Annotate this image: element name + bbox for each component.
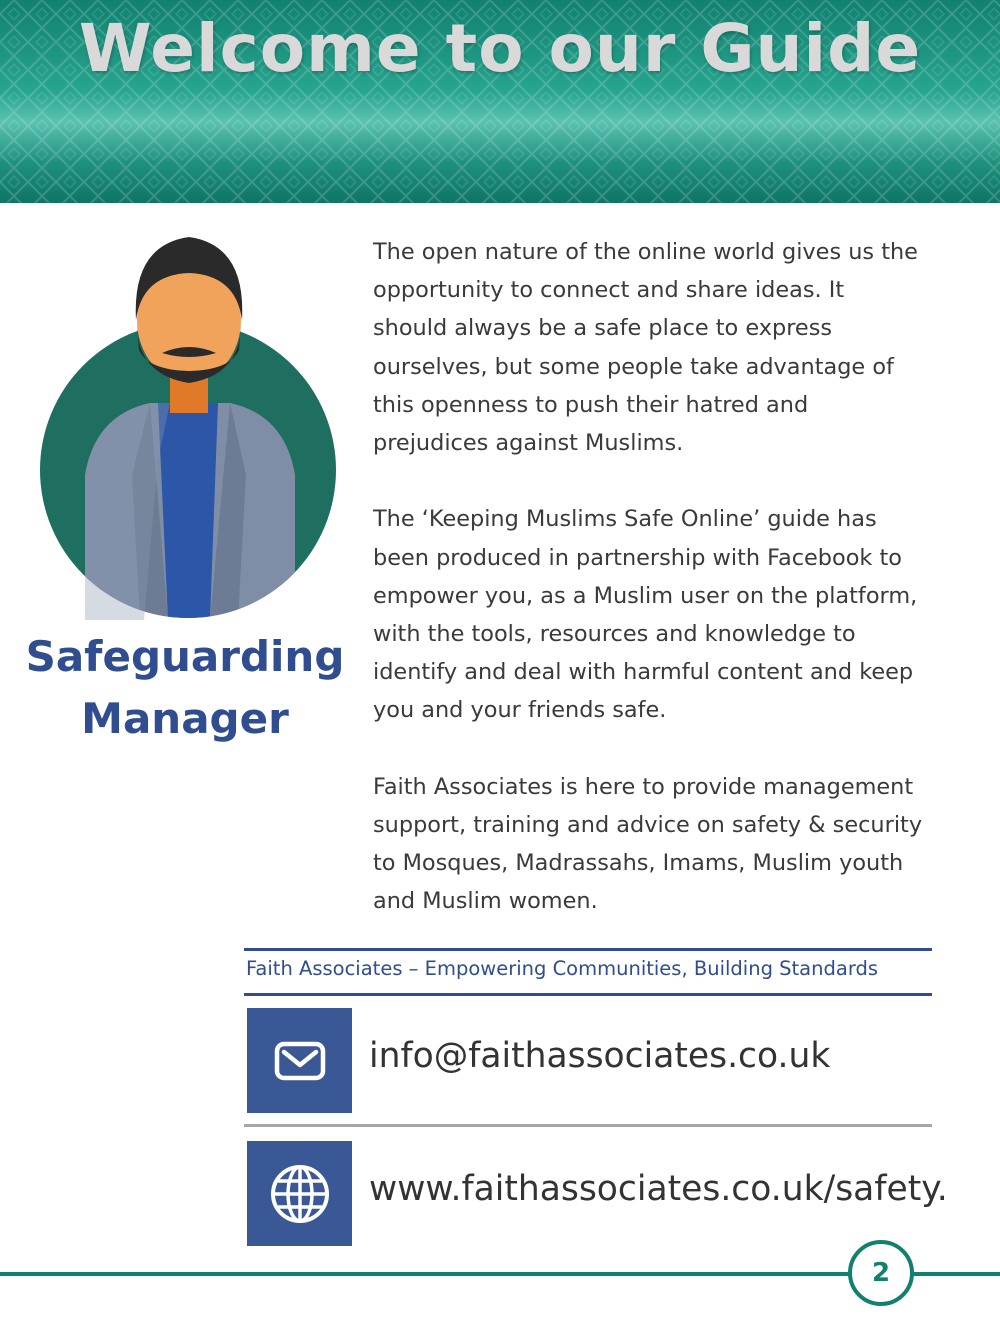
tagline: Faith Associates – Empowering Communities, Building Standards bbox=[246, 957, 879, 980]
page-number-badge: 2 bbox=[848, 1240, 914, 1306]
role-title-line-1: Safeguarding bbox=[25, 632, 345, 681]
text-line: and Muslim women. bbox=[373, 888, 598, 915]
intro-paragraph bbox=[373, 233, 973, 462]
guide-paragraph bbox=[373, 500, 973, 729]
text-line: to Mosques, Madrassahs, Imams, Muslim youth bbox=[373, 850, 904, 877]
text-line: ourselves, but some people take advantage of bbox=[373, 353, 894, 380]
role-title-line-2: Manager bbox=[81, 694, 289, 743]
website-link[interactable]: www.faithassociates.co.uk/safety. bbox=[369, 1169, 948, 1209]
email-link[interactable]: info@faithassociates.co.uk bbox=[369, 1036, 831, 1076]
text-line: prejudices against Muslims. bbox=[373, 430, 684, 457]
text-line: this openness to push their hatred and bbox=[373, 391, 809, 418]
text-line: The open nature of the online world gives us the bbox=[373, 239, 918, 265]
website-contact-row[interactable] bbox=[247, 1141, 947, 1246]
page-title: Welcome to our Guide bbox=[78, 10, 922, 87]
text-line: identify and deal with harmful content and keep bbox=[373, 659, 914, 686]
email-contact-row[interactable] bbox=[247, 1008, 947, 1113]
contact-divider bbox=[244, 1124, 932, 1127]
envelope-icon bbox=[274, 1041, 326, 1081]
header-banner bbox=[0, 0, 1000, 203]
text-line: support, training and advice on safety & security bbox=[373, 812, 923, 839]
text-line: should always be a safe place to express bbox=[373, 315, 833, 342]
text-line: opportunity to connect and share ideas. It bbox=[373, 277, 845, 304]
text-line: with the tools, resources and knowledge to bbox=[373, 621, 856, 648]
email-icon-box bbox=[247, 1008, 352, 1113]
text-line: you and your friends safe. bbox=[373, 697, 667, 724]
tagline-banner bbox=[244, 948, 932, 996]
text-line: The ‘Keeping Muslims Safe Online’ guide has bbox=[373, 506, 877, 533]
globe-icon bbox=[269, 1163, 331, 1225]
website-icon-box bbox=[247, 1141, 352, 1246]
text-line: Faith Associates is here to provide management bbox=[373, 773, 914, 800]
text-line: been produced in partnership with Facebook to bbox=[373, 544, 902, 571]
role-title bbox=[20, 626, 350, 750]
manager-avatar bbox=[40, 225, 340, 620]
about-paragraph bbox=[373, 768, 973, 921]
text-line: empower you, as a Muslim user on the platform, bbox=[373, 582, 918, 609]
body-text bbox=[373, 233, 973, 959]
